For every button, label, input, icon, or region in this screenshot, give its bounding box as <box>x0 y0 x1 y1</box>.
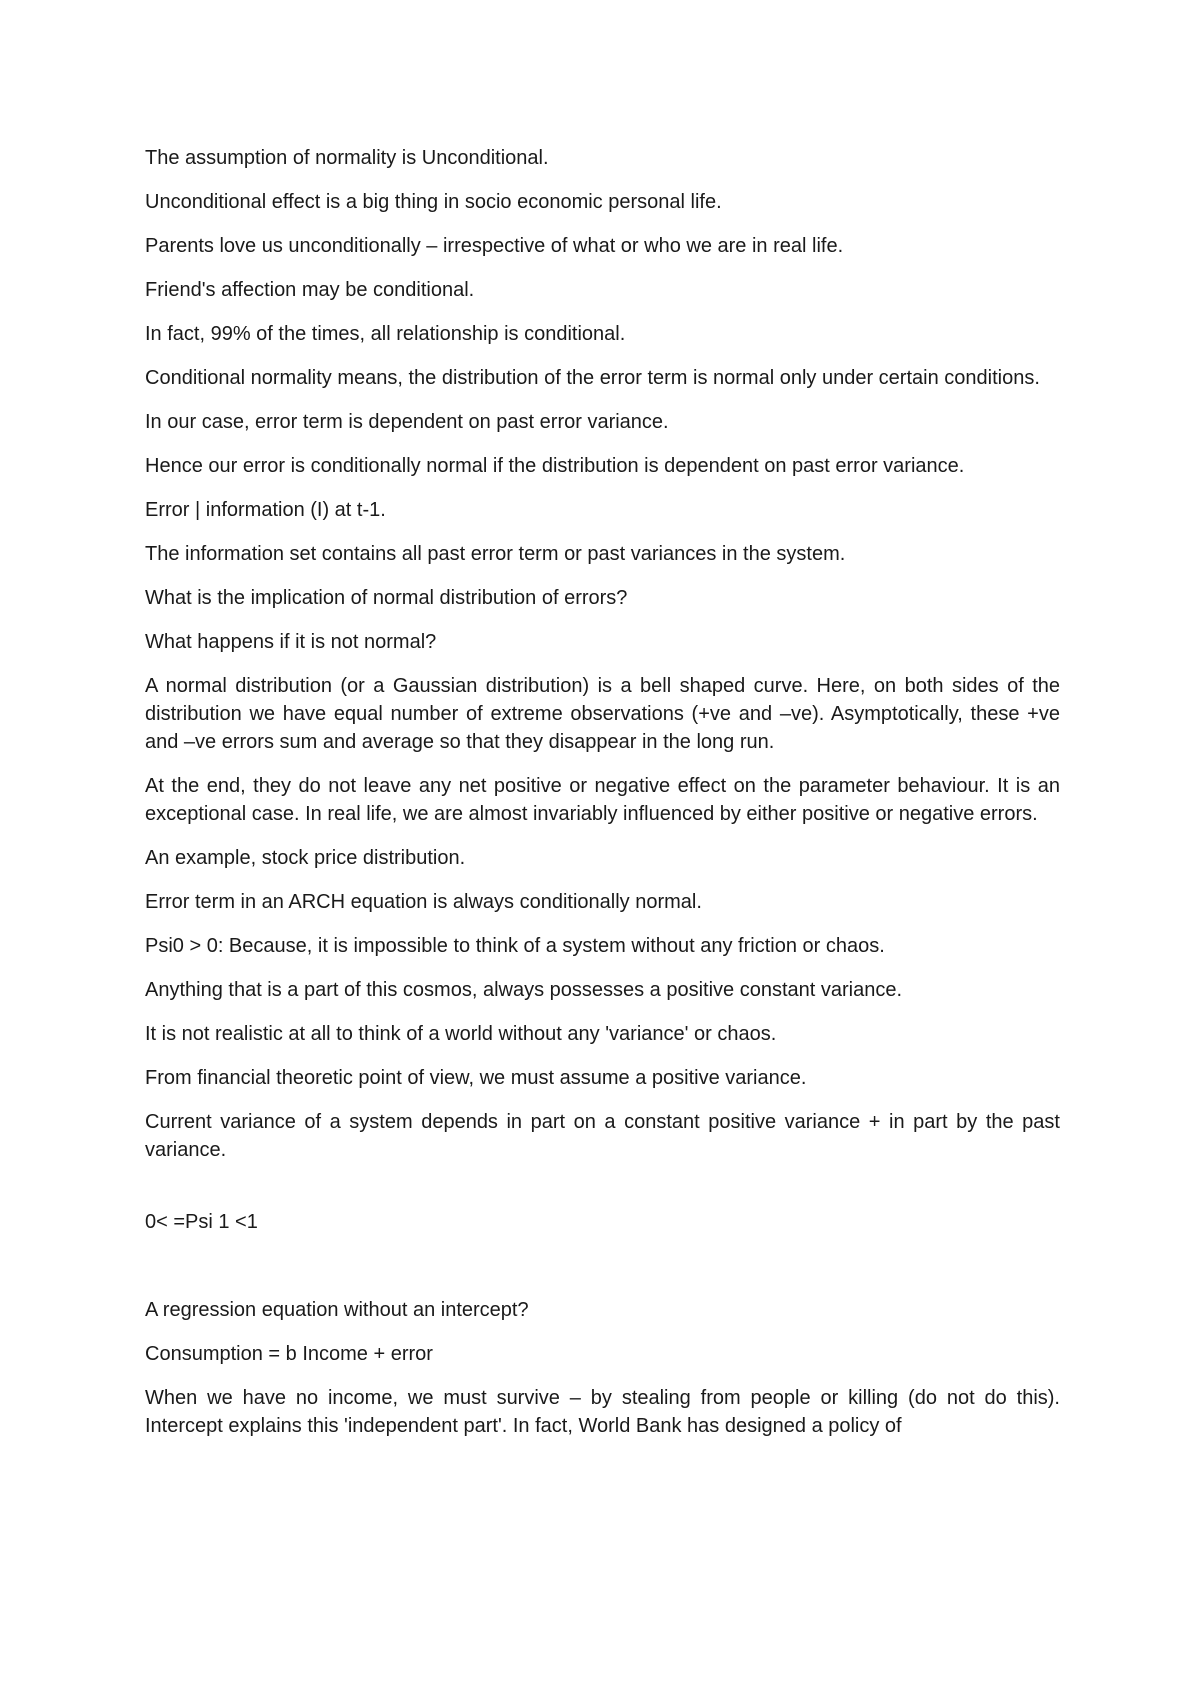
paragraph: When we have no income, we must survive – by stealing from people or killing (do not do this). Intercept explains this 'independent part'. In fact, World Bank has designed a policy of <box>145 1387 1060 1437</box>
paragraph: In our case, error term is dependent on past error variance. <box>145 411 669 433</box>
formula-line: Consumption = b Income + error <box>145 1343 433 1365</box>
paragraph: Conditional normality means, the distribution of the error term is normal only under certain conditions. <box>145 367 1040 389</box>
paragraph: What is the implication of normal distribution of errors? <box>145 587 628 609</box>
paragraph: A regression equation without an intercept? <box>145 1299 529 1321</box>
paragraph: An example, stock price distribution. <box>145 847 466 869</box>
paragraph: Psi0 > 0: Because, it is impossible to think of a system without any friction or chaos. <box>145 935 885 957</box>
paragraph: Current variance of a system depends in part on a constant positive variance + in part by the past variance. <box>145 1111 1060 1161</box>
formula-line: 0< =Psi 1 <1 <box>145 1211 258 1233</box>
paragraph: In fact, 99% of the times, all relationship is conditional. <box>145 323 626 345</box>
paragraph: Error term in an ARCH equation is always conditionally normal. <box>145 891 702 913</box>
paragraph: Parents love us unconditionally – irrespective of what or who we are in real life. <box>145 235 844 257</box>
paragraph: It is not realistic at all to think of a world without any 'variance' or chaos. <box>145 1023 777 1045</box>
paragraph: What happens if it is not normal? <box>145 631 437 653</box>
paragraph: Error | information (I) at t-1. <box>145 499 386 521</box>
paragraph: Hence our error is conditionally normal if the distribution is dependent on past error variance. <box>145 455 965 477</box>
paragraph: Friend's affection may be conditional. <box>145 279 475 301</box>
paragraph: A normal distribution (or a Gaussian distribution) is a bell shaped curve. Here, on both sides of the distribution we have equal number of extreme observations (+ve and –ve). Asymptotically, these +ve and –ve errors sum and average so that they disappear in the long run. <box>145 675 1060 753</box>
paragraph: At the end, they do not leave any net positive or negative effect on the parameter behaviour. It is an exceptional case. In real life, we are almost invariably influenced by either positive or negative errors. <box>145 775 1060 825</box>
paragraph: Unconditional effect is a big thing in socio economic personal life. <box>145 191 722 213</box>
document-body <box>145 144 1060 1456</box>
paragraph: Anything that is a part of this cosmos, always possesses a positive constant variance. <box>145 979 903 1001</box>
paragraph: From financial theoretic point of view, we must assume a positive variance. <box>145 1067 807 1089</box>
paragraph: The assumption of normality is Unconditional. <box>145 147 549 169</box>
paragraph: The information set contains all past error term or past variances in the system. <box>145 543 846 565</box>
